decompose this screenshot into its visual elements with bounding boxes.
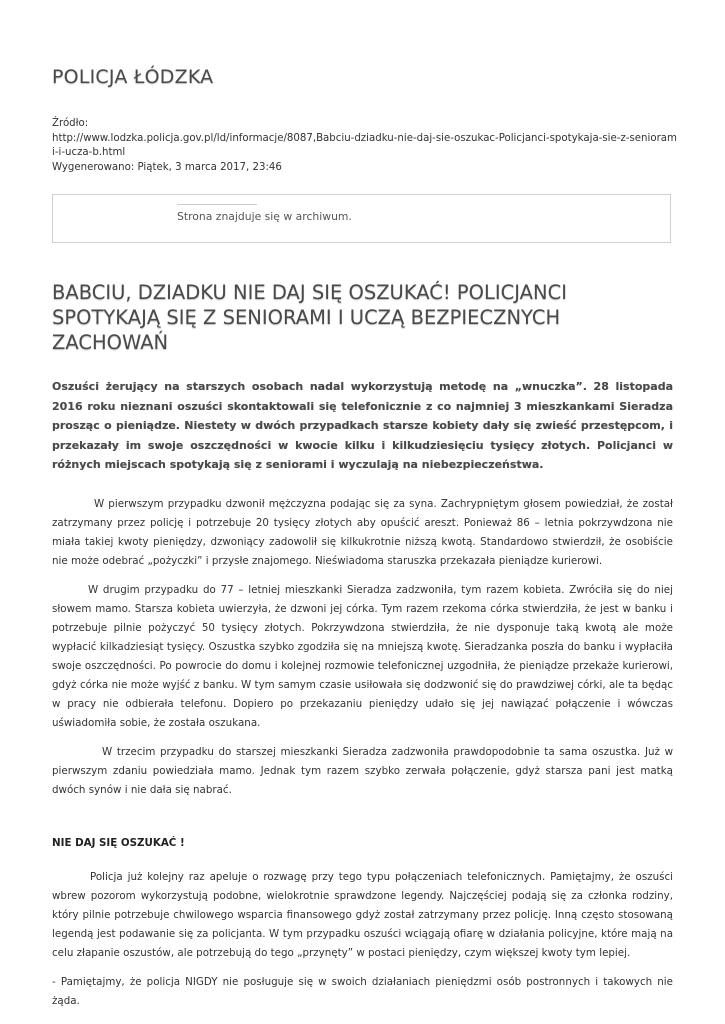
article-headline: BABCIU, DZIADKU NIE DAJ SIĘ OSZUKAĆ! POLICJANCI SPOTYKAJĄ SIĘ Z SENIORAMI I UCZĄ BEZPIECZNYCH ZACHOWAŃ — [52, 281, 567, 354]
article-paragraph-1: W pierwszym przypadku dzwonił mężczyzna podając się za syna. Zachrypniętym głosem powiedział, że został zatrzymany przez policję i potrzebuje 20 tysięcy złotych aby opuścić areszt. Ponieważ 86 – letnia pokrzywdzona nie miała takiej kwoty pieniędzy, dzwoniący zadowolił się kilkukrotnie niższą kwotą. Standardowo stwierdził, że osobiście nie może odebrać „pożyczki” i przysłe znajomego. Nieświadoma staruszka przekazała pieniądze kurierowi. — [52, 497, 673, 567]
archive-divider — [177, 204, 257, 205]
article-lead: Oszuści żerujący na starszych osobach nadal wykorzystują metodę na „wnuczka”. 28 listopada 2016 roku nieznani oszuści skontaktowali się telefonicznie z co najmniej 3 mieszkankami Sieradza prosząc o pieniądze. Niestety w dwóch przypadkach starsze kobiety dały się zwieść przestępcom, i przekazały im swoje oszczędności w kwocie kilku i kilkudziesięciu tysięcy złotych. Policjanci w różnych miejscach spotykają się z seniorami i wyczulają na niebezpieczeństwa. — [52, 380, 673, 471]
article-body — [52, 377, 673, 1011]
source-url[interactable]: http://www.lodzka.policja.gov.pl/ld/informacje/8087,Babciu-dziadku-nie-daj-sie-oszukac-Policjanci-spotykaja-sie-z-seniorami-i-ucza-b.html — [52, 132, 677, 158]
article-paragraph-3: W trzecim przypadku do starszej mieszkanki Sieradza zadzwoniła prawdopodobnie ta sama oszustka. Już w pierwszym zdaniu powiedziała mamo. Jednak tym razem szybko zerwała połączenie, gdyż starsza pani jest matką dwóch synów i nie dała się nabrać. — [52, 745, 673, 796]
source-meta — [52, 117, 677, 175]
source-label: Źródło: — [52, 118, 89, 129]
article-paragraph-5: - Pamiętajmy, że policja NIGDY nie posługuje się w swoich działaniach pieniędzmi osób postronnych i takowych nie żąda. — [52, 975, 673, 1007]
generated-date: Wygenerowano: Piątek, 3 marca 2017, 23:46 — [52, 161, 282, 173]
section-heading: NIE DAJ SIĘ OSZUKAĆ ! — [52, 836, 185, 849]
article-paragraph-4: Policja już kolejny raz apeluje o rozwagę przy tego typu połączeniach telefonicznych. Pamiętajmy, że oszuści wbrew pozorom wykorzystują podobne, wielokrotnie sprawdzone legendy. Najczęściej podają się za członka rodziny, który pilnie potrzebuje chwilowego wsparcia finansowego gdyż został zatrzymany przez policję. Inną często stosowaną legendą jest podawanie się za policjanta. W tym przypadku oszuści wciągają ofiarę w działania policyjne, które mają na celu złapanie oszustów, ale potrzebują do tego „przynęty” w postaci pieniędzy, czym większej kwoty tym lepiej. — [52, 870, 673, 959]
archive-notice-box — [52, 194, 671, 243]
archive-notice: Strona znajduje się w archiwum. — [177, 210, 352, 223]
site-title: POLICJA ŁÓDZKA — [52, 66, 214, 88]
article-paragraph-2: W drugim przypadku do 77 – letniej mieszkanki Sieradza zadzwoniła, tym razem kobieta. Zwróciła się do niej słowem mamo. Starsza kobieta uwierzyła, że dzwoni jej córka. Tym razem rzekoma córka stwierdziła, że jest w banku i potrzebuje pilnie pożyczyć 50 tysięcy złotych. Pokrzywdzona stwierdziła, że nie dysponuje taką kwotą ale może wypłacić kilkadziesiąt tysięcy. Oszustka szybko zgodziła się na mniejszą kwotę. Sieradzanka poszła do banku i wypłaciła swoje oszczędności. Po powrocie do domu i kolejnej rozmowie telefonicznej uzgodniła, że pieniądze przekaże kurierowi, gdyż córka nie może wyjść z banku. W tym samym czasie usiłowała się dodzwonić się do prawdziwej córki, ale ta będąc w pracy nie odbierała telefonu. Dopiero po przekazaniu pieniędzy udało się jej nawiązać połączenie i wówczas uświadomiła sobie, że została oszukana. — [52, 583, 673, 729]
